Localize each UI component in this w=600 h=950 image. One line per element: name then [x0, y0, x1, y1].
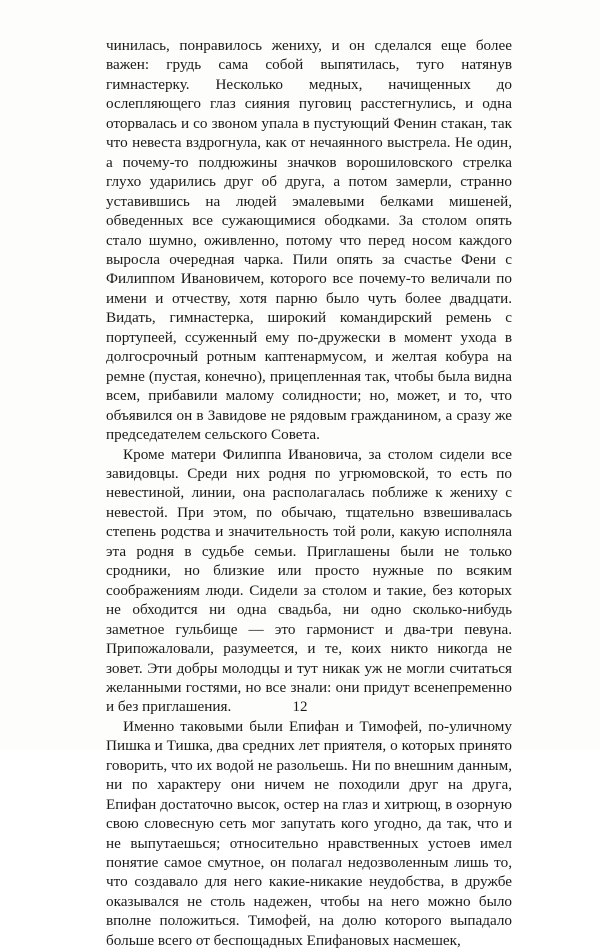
body-text [106, 36, 512, 950]
paragraph-3: Именно таковыми были Епифан и Тимофей, по-уличному Пишка и Тишка, два средних лет приятеля, о которых принято говорить, что их водой не разольешь. Ни по внешним данным, ни по характеру они ничем не походили друг на друга, Епифан достаточно высок, остер на глаз и хитрющ, в озорную свою словесную сеть мог запутать кого угодно, да так, что и не выпутаешься; относительно нравственных устоев имел понятие самое смутное, он полагал недозволенным лишь то, что создавало для него какие-никакие неудобства, в дружбе оказывался не столь надежен, чтобы на него можно было вполне положиться. Тимофей, на долю которого выпадало больше всего от беспощадных Епифановых насмешек, [106, 717, 512, 949]
paragraph-2: Кроме матери Филиппа Ивановича, за столом сидели все завидовцы. Среди них родня по угрюмовской, то есть по невестиной, линии, она располагалась поближе к жениху с невестой. При этом, по обычаю, тщательно взвешивалась степень родства и значительность той роли, какую исполняла эта родня в судьбе семьи. Приглашены были не только сродники, но близкие или просто нужные по всяким соображениям люди. Сидели за столом и такие, без которых не обходится ни одна свадьба, ни одно сколько-нибудь заметное гульбище — это гармонист и два-три певуна. Припожаловали, разумеется, и те, коих никто никогда не зовет. Эти добры молодцы и тут никак уж не могли считаться желанными гостями, но все знали: они придут всенепременно и без приглашения. [106, 445, 512, 716]
page-number: 12 [292, 699, 308, 715]
paragraph-1: чинилась, понравилось жениху, и он сделался еще более важен: грудь сама собой выпятилась, туго натянув гимнастерку. Несколько медных, начищенных до ослепляющего глаз сияния пуговиц расстегнулись, и одна оторвалась и со звоном упала в пустующий Фенин стакан, так что невеста вздрогнула, как от нечаянного выстрела. Не один, а почему-то полдюжины значков ворошиловского стрелка глухо ударились друг об друга, а потом замерли, странно уставившись на людей эмалевыми белками мишеней, обведенных все сужающимися ободками. За столом опять стало шумно, оживленно, потому что перед носом каждого выросла очередная чарка. Пили опять за счастье Фени с Филиппом Ивановичем, которого все почему-то величали по имени и отчеству, хотя парню было чуть более двадцати. Видать, гимнастерка, широкий командирский ремень с портупеей, ссуженный ему по-дружески в момент ухода в долгосрочный ротным каптенармусом, и желтая кобура на ремне (пустая, конечно), прицепленная так, чтобы была видна всем, прибавили малому солидности; но, может, и то, что объявился он в Завидове не рядовым гражданином, а сразу же председателем сельского Совета. [106, 37, 512, 444]
